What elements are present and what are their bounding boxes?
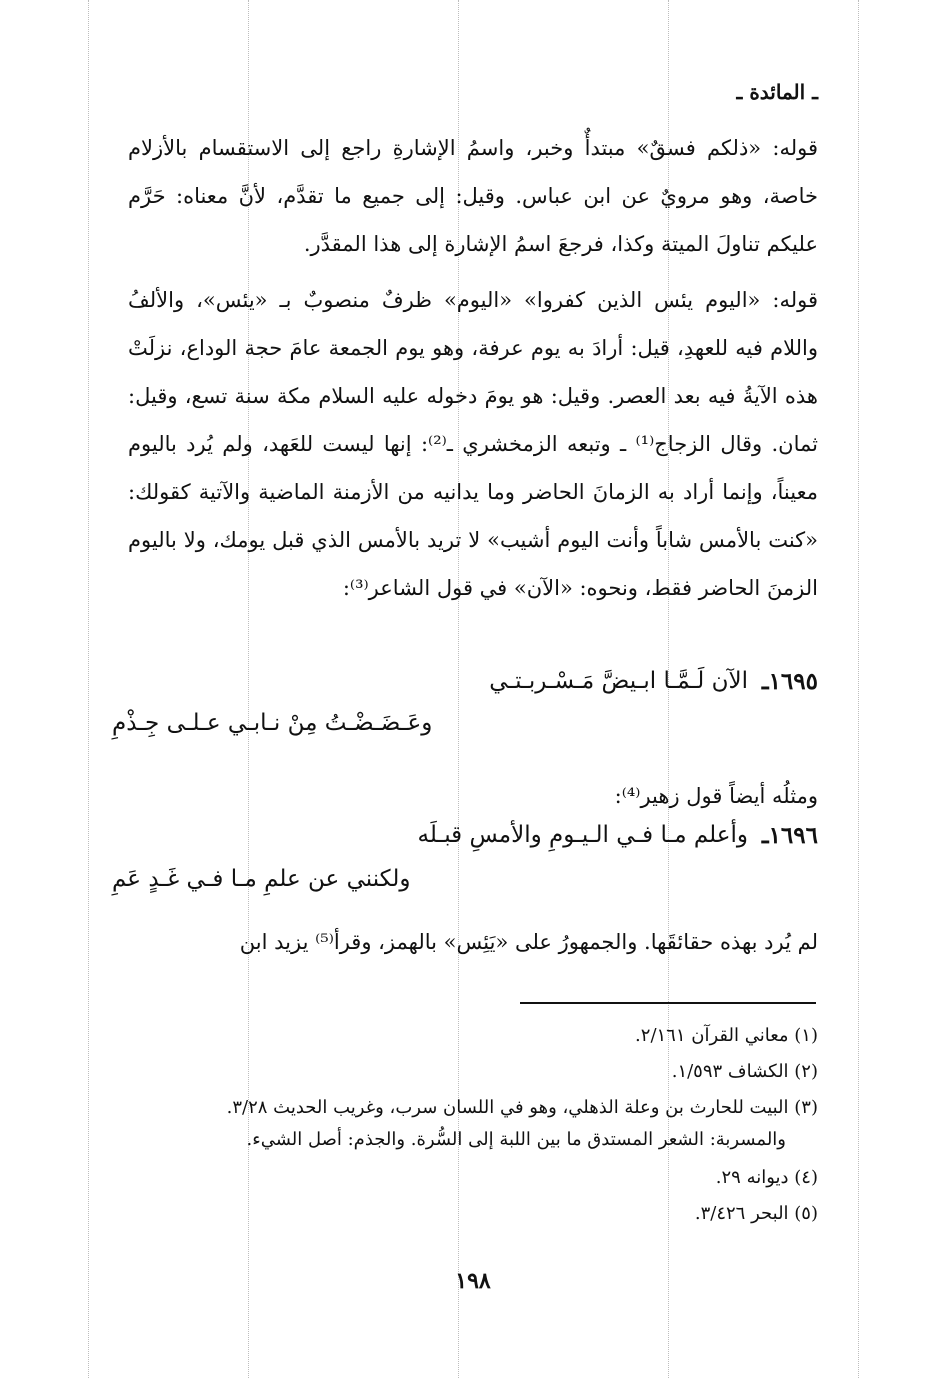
footnote-3: (٣) البيت للحارث بن وعلة الذهلي، وهو في اللسان سرب، وغريب الحديث ٣/٢٨.	[226, 1097, 818, 1118]
footnote-separator	[520, 1002, 816, 1004]
running-header: ـ المائدة ـ	[736, 80, 818, 104]
footnote-2: (٢) الكشاف ١/٥٩٣.	[671, 1061, 818, 1082]
verse-1696-hemistich-2: ولكنني عن علمِ مـا فـي غَـدٍ عَمِ	[112, 866, 411, 892]
verse-1696-hemistich-1: وأعلم مـا فـي الـيـومِ والأمسِ قبـلَه	[417, 822, 748, 848]
paragraph-1: قوله: «ذلكم فسقٌ» مبتدأٌ وخبر، واسمُ الإشارةِ راجع إلى الاستقسام بالأزلام خاصة، وهو مرويٌ عن ابن عباس. وقيل: إلى جميع ما تقدَّم، لأنَّ معناه: حَرَّم عليكم تناولَ الميتة وكذا، فرجعَ اسمُ الإشارة إلى هذا المقدَّر.	[128, 136, 818, 256]
verse-1695-hemistich-2: وعَـضَـضْـتُ مِنْ نـابـي عـلـى جِـذْمِ	[112, 710, 433, 736]
verse-1695-hemistich-1: الآن لَـمَّـا ابـيضَّ مَـسْـربـتـي	[489, 668, 748, 694]
footnote-4: (٤) ديوانه ٢٩.	[715, 1167, 818, 1188]
margin-guide-line	[88, 0, 89, 1378]
footnote-3-continuation: والمسربة: الشعر المستدق ما بين اللبة إلى السُّرة. والجذم: أصل الشيء.	[246, 1129, 786, 1150]
footnote-5: (٥) البحر ٣/٤٢٦.	[694, 1203, 818, 1224]
intro-line: ومثلُه أيضاً قول زهير⁽⁴⁾:	[614, 784, 818, 808]
paragraph-3: لم يُرد بهذه حقائقَها. والجمهورُ على «يَئِس» بالهمز، وقرأ⁽⁵⁾ يزيد ابن	[239, 930, 818, 954]
verse-number-1695: ١٦٩٥ـ	[761, 668, 818, 695]
paragraph-2: قوله: «اليوم يئس الذين كفروا» «اليوم» ظرفٌ منصوبٌ بـ «يئس»، والألفُ واللام فيه للعهدِ، قيل: أرادَ به يوم عرفة، وهو يوم الجمعة عامَ حجة الوداع، نزلَتْ هذه الآيةُ فيه بعد العصر. وقيل: هو يومَ دخوله عليه السلام مكة سنة تسع، وقيل: ثمان. وقال الزجاج⁽¹⁾ ـ وتبعه الزمخشري ـ⁽²⁾: إنها ليست للعَهد، ولم يُرد باليوم معيناً، وإنما أراد به الزمانَ الحاضر وما يدانيه من الأزمنة الماضية والآتية كقولك: «كنت بالأمس شاباً وأنت اليوم أشيب» لا تريد بالأمس الذي قبل يومك، ولا باليوم الزمنَ الحاضر فقط، ونحوه: «الآن» في قول الشاعر⁽³⁾:	[128, 288, 818, 600]
footnote-1: (١) معاني القرآن ٢/١٦١.	[635, 1025, 818, 1046]
margin-guide-line	[858, 0, 859, 1378]
page-number: ١٩٨	[455, 1268, 491, 1294]
verse-number-1696: ١٦٩٦ـ	[761, 822, 818, 849]
